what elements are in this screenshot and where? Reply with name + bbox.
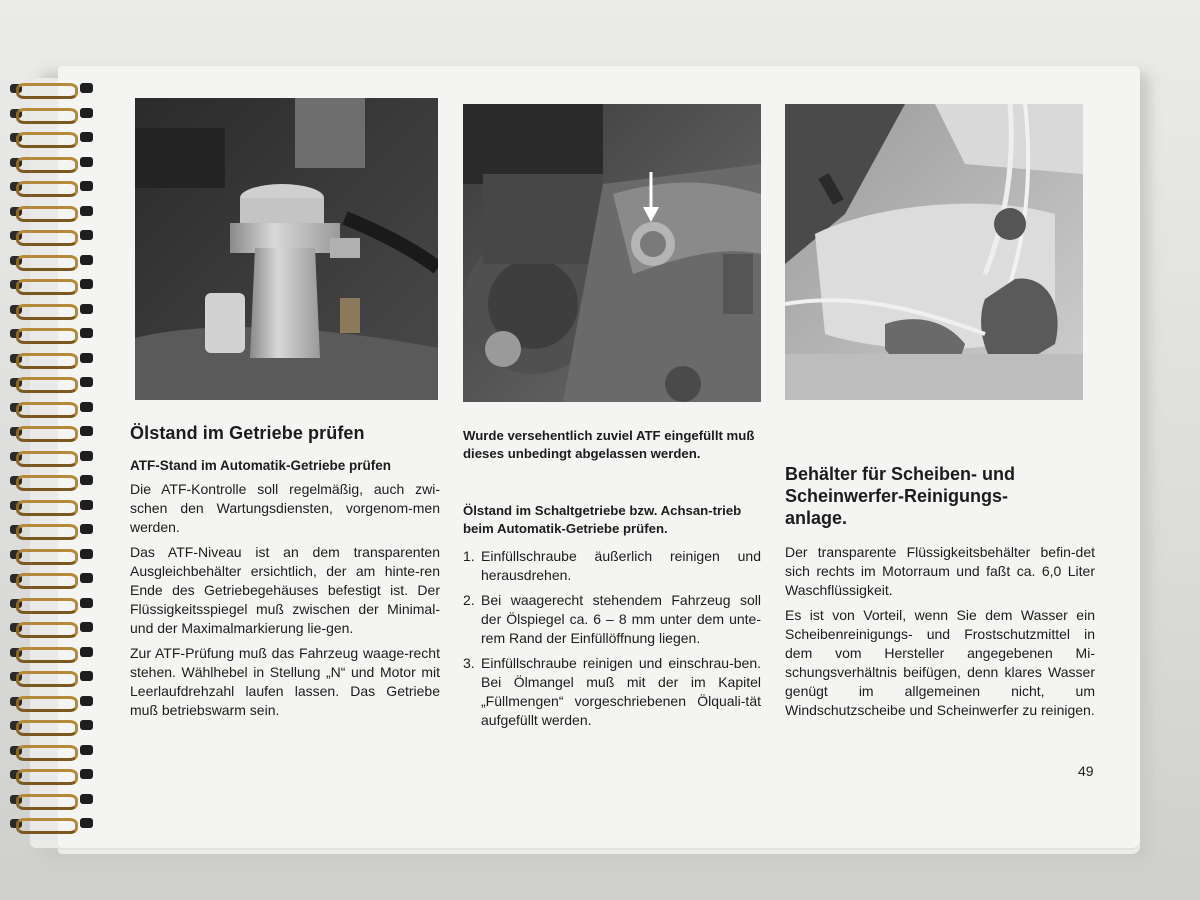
- step-item: 3. Einfüllschraube reinigen und einschrau-ben. Bei Ölmangel muß mit der im Kapitel „Füllmengen“ vorgeschriebenen Ölquali-tät aufgefüllt werden.: [463, 655, 761, 728]
- step-item: 1. Einfüllschraube äußerlich reinigen und herausdrehen.: [463, 548, 761, 583]
- spiral-ring: [10, 766, 84, 782]
- steps-list: [463, 547, 761, 730]
- spiral-ring: [10, 276, 84, 292]
- subsection-heading: ATF-Stand im Automatik-Getriebe prüfen: [130, 458, 392, 473]
- column-1: [130, 423, 440, 720]
- section-heading-2: Behälter für Scheiben- und Scheinwerfer-Reinigungs-anlage.: [785, 464, 1016, 528]
- step-item: 2. Bei waagerecht stehendem Fahrzeug soll der Ölspiegel ca. 6 – 8 mm unter dem unte-rem Rand der Einfüllöffnung liegen.: [463, 592, 761, 646]
- spiral-ring: [10, 619, 84, 635]
- atf-reservoir-photo: [135, 98, 438, 400]
- paragraph-3: Zur ATF-Prüfung muß das Fahrzeug waage-recht stehen. Wählhebel in Stellung „N“ und Motor mit Leerlaufdrehzahl laufen lassen. Das Getriebe muß betriebswarm sein.: [130, 645, 440, 718]
- spiral-ring: [10, 252, 84, 268]
- spiral-ring: [10, 350, 84, 366]
- spiral-ring: [10, 546, 84, 562]
- spiral-ring: [10, 644, 84, 660]
- column-3: [785, 463, 1095, 720]
- page-number: 49: [1078, 763, 1094, 779]
- spiral-ring: [10, 301, 84, 317]
- spiral-ring: [10, 693, 84, 709]
- spiral-ring: [10, 325, 84, 341]
- paragraph-1: Die ATF-Kontrolle soll regelmäßig, auch zwi-schen den Wartungsdiensten, vorgenom-men werden.: [130, 481, 440, 535]
- spiral-ring: [10, 178, 84, 194]
- spiral-ring: [10, 399, 84, 415]
- washer-fluid-reservoir-photo: [785, 104, 1083, 400]
- column-2: [463, 427, 761, 736]
- spiral-ring: [10, 448, 84, 464]
- paragraph-5: Es ist von Vorteil, wenn Sie dem Wasser ein Scheibenreinigungs- und Frostschutzmittel in dem vom Hersteller angegebenen Mi-schungsverhältnis beifügen, denn klares Wasser genügt im allgemeinen nicht, um Windschutzscheibe und Scheinwerfer zu reinigen.: [785, 607, 1095, 718]
- spiral-ring: [10, 595, 84, 611]
- spiral-ring: [10, 472, 84, 488]
- spiral-ring: [10, 570, 84, 586]
- spiral-ring: [10, 203, 84, 219]
- spiral-ring: [10, 105, 84, 121]
- warning-note: Wurde versehentlich zuviel ATF eingefüllt muß dieses unbedingt abgelassen werden.: [463, 428, 755, 461]
- gearbox-filler-plug-photo: [463, 104, 761, 402]
- paragraph-2: Das ATF-Niveau ist an dem transparenten Ausgleichbehälter ersichtlich, der am hinte-ren Ende des Getriebegehäuses befestigt ist. Der Flüssigkeitsspiegel muß zwischen der Minimal- und der Maximalmarkierung lie-gen.: [130, 544, 440, 636]
- spiral-ring: [10, 80, 84, 96]
- paragraph-4: Der transparente Flüssigkeitsbehälter befin-det sich rechts im Motorraum und faßt ca. 6,0 Liter Waschflüssigkeit.: [785, 544, 1095, 598]
- spiral-ring: [10, 717, 84, 733]
- spiral-ring: [10, 423, 84, 439]
- section-heading: Ölstand im Getriebe prüfen: [130, 423, 365, 443]
- spiral-binding: [0, 70, 110, 850]
- spiral-ring: [10, 791, 84, 807]
- spiral-ring: [10, 668, 84, 684]
- subsection-heading-2: Ölstand im Schaltgetriebe bzw. Achsan-trieb beim Automatik-Getriebe prüfen.: [463, 503, 742, 536]
- spiral-ring: [10, 154, 84, 170]
- spiral-ring: [10, 129, 84, 145]
- spiral-ring: [10, 815, 84, 831]
- spiral-ring: [10, 742, 84, 758]
- spiral-ring: [10, 521, 84, 537]
- spiral-ring: [10, 227, 84, 243]
- spiral-ring: [10, 374, 84, 390]
- spiral-ring: [10, 497, 84, 513]
